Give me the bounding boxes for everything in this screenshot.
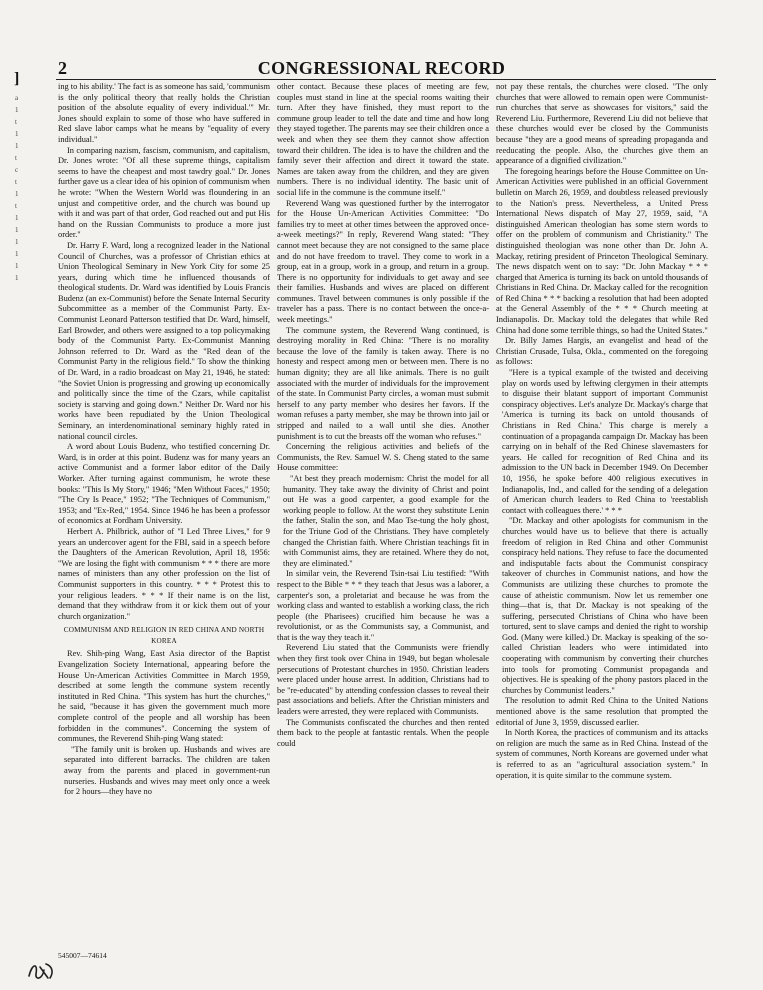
paragraph: The Communists confiscated the churches and then rented them back to the people at fantastic rentals. When the people could [277, 717, 489, 748]
margin-marks: a 1 t 1 1 t c t 1 t 1 1 1 1 1 1 [15, 94, 19, 282]
paragraph: Concerning the religious activities and beliefs of the Communists, the Rev. Samuel W. S. Cheng stated to the same House committee: [277, 442, 489, 473]
quote-paragraph: "At best they preach modernism: Christ the model for all humanity. They take away the divinity of Christ and point out He was a good carpenter, a good example for the working people to follow. At the worst they substitute Lenin the father, Stalin the son, and Mao Tse-tung the holy ghost, for the Triune God of the Christians. They have completely changed the Christian faith. Where Christian teachings fit in with Communist aims, they are retained. Where they do not, they are eliminated." [283, 473, 489, 568]
paragraph: Dr. Harry F. Ward, long a recognized leader in the National Council of Churches, was a professor of Christian ethics at Union Theological Seminary in New York City for some 25 years, during which time he influenced thousands of theological students. Dr. Ward was identified by Louis Francis Budenz (an ex-Communist) before the Senate Internal Security Subcommittee as a member of the Communist Party. Ex-Communist Leonard Patterson testified that Dr. Ward, himself, Earl Browder, and others were assigned to a top policymaking body of the Communist Party. Ex-Communist Manning Johnson referred to Dr. Ward as the "Red dean of the Communist Party in the religious field." To show the thinking of Dr. Ward, in a radio broadcast on May 21, 1946, he stated: "the Soviet Union is progressing and growing up economically and politically since the time of the Czars, while capitalist society is starving and going down." Neither Dr. Ward nor his works have been repudiated by the Union Theological Seminary, an interdenominational seminary highly rated in national council circles. [58, 240, 270, 441]
paragraph: In comparing nazism, fascism, communism, and capitalism, Dr. Jones wrote: "Of all these supreme things, capitalism seems to have the cheapest and most tawdry goal." Dr. Jones further gave us a clear idea of his opinion of communism when he wrote: "When the Western World was floundering in an unjust and competitive order, and the church was bound up with it and was part of that order, God reached out and put His hand on the Russian Communists to produce a more just order." [58, 145, 270, 240]
page-number: 2 [58, 58, 67, 78]
handwritten-mark [26, 958, 60, 984]
paragraph: Rev. Shih-ping Wang, East Asia director of the Baptist Evangelization Society International, appearing before the House Un-American Activities Committee in March 1959, described at some length the commune system recently instituted in Red China. "This system has hurt the churches," he said, "because it has given the government much more complete control of the people and all worship has been forbidden in the communes". Concerning the system of communes, the Reverend Shih-ping Wang stated: [58, 649, 270, 744]
paragraph: The resolution to admit Red China to the United Nations mentioned above is the same resolution that prompted the editorial of June 3, 1959, discussed earlier. [496, 696, 708, 727]
paragraph: A word about Louis Budenz, who testified concerning Dr. Ward, is in order at this point. Budenz was for many years an active Communist and a former labor editor of the Daily Worker. After turning against communism, he wrote these books: "This Is My Story," 1946; "Men Without Faces," 1950; "The Cry Is Peace," 1952; "The Techniques of Communism," 1953; and "Ex-Red," 1954. Since 1946 he has been a professor of economics at Fordham University. [58, 442, 270, 526]
paragraph: ing to his ability.' The fact is as someone has said, 'communism is the only political theory that really holds the Christian position of the absolute equality of every individual.'" Mr. Jones should explain to some of those who have suffered in Red slave labor camps what he means by "equality of every individual." [58, 82, 270, 144]
paragraph: The foregoing hearings before the House Committee on Un-American Activities were published in an official Government bulletin on March 26, 1959, and doubtless released previously to the Nation's press. Nevertheless, a United Press International News dispatch of May 27, 1959, said, "A distinguished American theologian has some stern words to offer on the problem of communism and Christianity." The distinguished theologian was none other than Dr. John A. Mackay, retiring president of Princeton Theological Seminary. The news dispatch went on to say: "Dr. John Mackay * * * charged that America is turning its back on untold thousands of Christians in Red China. Dr. Mackay called for the recognition of Red China * * * backing a resolution that had been adopted at the General Assembly of the * * * Church meeting at Indianapolis. Dr. Mackay told the delegates that while Red China had done some terrible things, so had the United States." [496, 166, 708, 335]
paragraph: not pay these rentals, the churches were closed. "The only churches that were allowed to remain open were Communist-run churches that serve as showcases for visitors," said the Reverend Liu. Furthermore, Reverend Liu did not believe that these churches would ever be closed by the Communists because "they are a good means of spreading propaganda and reeducating the people. Also, the churches give them an appearance of a dignified civilization." [496, 82, 708, 166]
column-1 [58, 82, 270, 962]
quote-paragraph: "Here is a typical example of the twisted and deceiving play on words used by leftwing clergymen in their attempts to disguise their blatant support of important Communist conspiracy objectives. Let's analyze Dr. Mackay's charge that 'America is turning its back on untold thousands of Christians in Red China.' This charge is merely a continuation of a propaganda campaign Dr. Mackay has been carrying on in behalf of the Red Chinese slavemasters for years. He called for recognition of Red China and its admission to the UN back in December 1949. On December 10, 1956, he spoke before 400 religious executives in Indianapolis, Ind., and called for the sending of a delegation of American church leaders to Red China to 'reestablish contact with colleagues there.' * * * [502, 368, 708, 515]
paragraph: Dr. Billy James Hargis, an evangelist and head of the Christian Crusade, Tulsa, Okla., commented on the foregoing as follows: [496, 336, 708, 367]
quote-paragraph: "The family unit is broken up. Husbands and wives are separated into different barracks. The children are taken away from the parents and placed in government-run nurseries. Husbands and wives may meet only once a week for 2 hours—they have no [64, 744, 270, 797]
paragraph: In similar vein, the Reverend Tsin-tsai Liu testified: "With respect to the Bible * * * they teach that Jesus was a laborer, a carpenter's son, a proletariat and because he was from the working class and wanted to establish a working class, the rich people (the Pharisees) crucified him because he was a revolutionist, or as the Communists say, a Communist, and that is the way they teach it." [277, 569, 489, 642]
paragraph: In North Korea, the practices of communism and its attacks on religion are much the same as in Red China. Instead of the system of communes, North Koreans are governed under what is referred to as an "agricultural association system." In operation, it is quite similar to the commune system. [496, 728, 708, 780]
header-rule [56, 79, 716, 80]
quote-paragraph: "Dr. Mackay and other apologists for communism in the churches would have us to believe that there is actually freedom of religion in Red China and other Communist conspiracy held nations. They refuse to face the documented and indisputable facts about the Communist conspiracy takeover of churches in Communist nations, and how the Communists are utilizing these churches to promote the cause of atheistic communism. Now let us remember one thing—that is, that Dr. Mackay is not speaking of the suffering, persecuted Christians of China who have been tortured, sent to slave camps and denied the right to worship God. (Many were killed.) Dr. Mackay is speaking of the so-called Christian leaders who were intimidated into cooperating with communism by converting their churches into tools for promoting Communist propaganda and objectives. He is speaking of the phony pastors placed in the churches by Communist leaders." [502, 516, 708, 695]
paragraph: Reverend Liu stated that the Communists were friendly when they first took over China in 1949, but began wholesale persecutions of Protestant churches in 1950. Christian leaders were placed under house arrest. In addition, Christians had to be "re-educated" by attending confession classes to reveal their past associations and beliefs. After the Christian ministers and leaders were arrested, they were replaced with Communists. [277, 643, 489, 717]
print-code: 545007—74614 [58, 951, 107, 960]
column-2 [277, 82, 489, 962]
column-3 [496, 82, 708, 962]
margin-bracket: ] [14, 70, 20, 87]
paragraph: Reverend Wang was questioned further by the interrogator for the House Un-American Activities Committee: "Do families try to meet at other times between the approved once-a-week meetings?" In reply, Reverend Wang stated: "They cannot meet because they are not consigned to the same place and do not have freedom to travel. They come to work in a group, eat in a group, work in a group, and return in a group. There is no opportunity for individuals to get away and see their families. Husbands and wives are placed on different communes. Travel between communes is only possible if the traveler has a pass. There is no contact between the once-a-week meetings." [277, 198, 489, 325]
page-title: CONGRESSIONAL RECORD [257, 58, 506, 78]
paragraph: other contact. Because these places of meeting are few, couples must stand in line at the special rooms waiting their turn. After they have finished, they must report to the commune group leader to tell the date and time and how long they stayed together. The parents may see their children once a week and when they see them they cannot show affection toward their children. The idea is to have the children and the family sever their affection and direct it toward the state. Names are taken away from the children, and they are given numbers. There is no individual identity. The basic unit of social life in the commune is the commune itself." [277, 82, 489, 197]
section-heading: COMMUNISM AND RELIGION IN RED CHINA AND NORTH KOREA [63, 626, 265, 645]
paragraph: The commune system, the Reverend Wang continued, is destroying morality in Red China: "There is no morality because the love of the family is taken away. There is no honesty and respect among men or between men. There is no human dignity; they are all like animals. There is no guilt associated with the murder of individuals for the improvement of the state. In Communist Party circles, a woman must submit herself to any party member who desires her favors. If the woman refuses a party member, she may be thrown into jail or stripped and nailed to a wall until she dies. Another punishment is to cut the breasts off the woman who refuses." [277, 325, 489, 441]
paragraph: Herbert A. Philbrick, author of "I Led Three Lives," for 9 years an undercover agent for the FBI, said in a speech before the Daughters of the American Revolution, April 18, 1956: "We are losing the fight with communism * * * there are more names of ministers than any other profession on the list of Communist supporters in this country. * * * Protest this to your religious leaders. * * * If their name is on the list, demand that they withdraw from it or kick them out of your church organization." [58, 526, 270, 621]
